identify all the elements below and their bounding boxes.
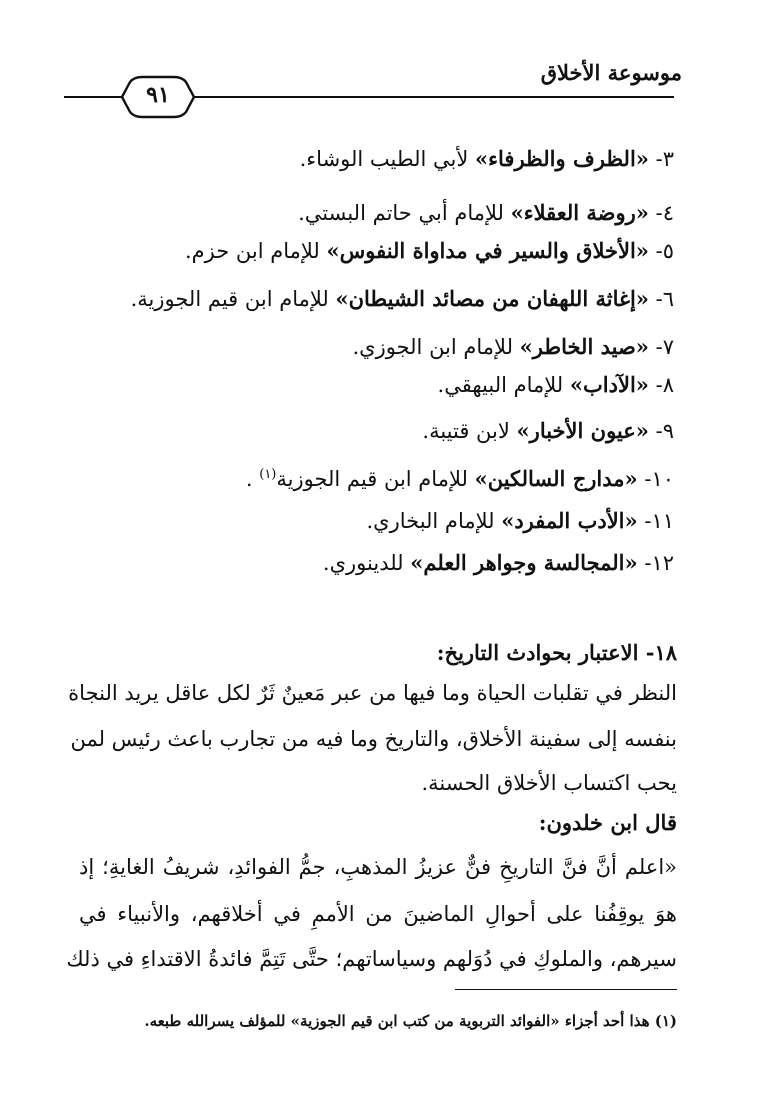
list-item: ٨- «الآداب» للإمام البيهقي. (437, 372, 674, 397)
header-rule-right (200, 96, 674, 98)
list-item: ٣- «الظرف والظرفاء» لأبي الطيب الوشاء. (299, 146, 674, 171)
paragraph-line: النظر في تقلبات الحياة وما فيها من عبر مَعينٌ ثَرٌ لكل عاقل يريد النجاة (68, 681, 677, 705)
list-item: ٤- «روضة العقلاء» للإمام أبي حاتم البستي. (298, 200, 674, 225)
header-rule-left (64, 96, 116, 98)
paragraph-line: يحب اكتساب الأخلاق الحسنة. (421, 771, 677, 795)
list-item: ١٢- «المجالسة وجواهر العلم» للدينوري. (322, 550, 674, 575)
quote-line: سيرهم، والملوكِ في دُوَلهم وسياساتهم؛ حتَّى تَتِمَّ فائدةُ الاقتداءِ في ذلك (66, 947, 677, 971)
list-item: ٧- «صيد الخاطر» للإمام ابن الجوزي. (352, 334, 674, 359)
section-heading: ١٨- الاعتبار بحوادث التاريخ: (436, 640, 677, 665)
footnote: (١) هذا أحد أجزاء «الفوائد التربوية من كتب ابن قيم الجوزية» للمؤلف يسرالله طبعه. (144, 1012, 677, 1030)
quote-line: «اعلم أنَّ فنَّ التاريخِ فنٌّ عزيزُ المذهبِ، جمُّ الفوائدِ، شريفُ الغايةِ؛ إذ (79, 855, 677, 879)
quote-intro: قال ابن خلدون: (538, 810, 677, 835)
page-number: ٩١ (146, 82, 170, 108)
page-number-frame (112, 74, 204, 120)
footnote-marker: (١) (259, 467, 277, 482)
list-item: ٦- «إغاثة اللهفان من مصائد الشيطان» للإمام ابن قيم الجوزية. (130, 286, 674, 311)
list-item: ٩- «عيون الأخبار» لابن قتيبة. (422, 418, 674, 443)
footnote-rule (455, 989, 677, 990)
list-item: ١١- «الأدب المفرد» للإمام البخاري. (366, 508, 674, 533)
list-item: ٥- «الأخلاق والسير في مداواة النفوس» للإمام ابن حزم. (184, 238, 674, 263)
list-item: ١٠- «مدارج السالكين» للإمام ابن قيم الجوزية$^{(١)}$ . (245, 466, 674, 491)
quote-line: هوَ يوقِفُنا على أحوالِ الماضينَ من الأممِ في أخلاقهم، والأنبياء في (79, 902, 677, 926)
paragraph-line: بنفسه إلى سفينة الأخلاق، والتاريخ وما فيه من تجارب باعث رئيس لمن (70, 727, 677, 751)
running-header-title: موسوعة الأخلاق (540, 60, 682, 85)
